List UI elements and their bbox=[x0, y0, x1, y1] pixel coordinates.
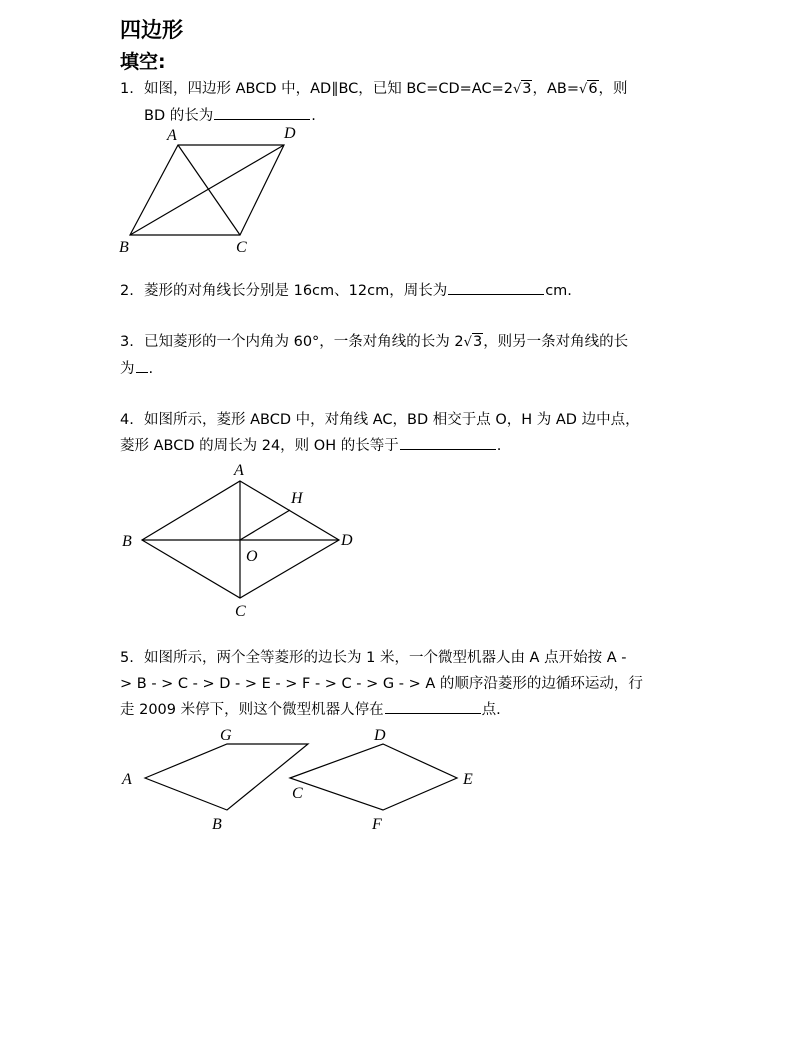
figure-1-trapezoid bbox=[118, 122, 298, 258]
diagonal-bd bbox=[130, 145, 284, 235]
label-f: F bbox=[372, 816, 382, 833]
question-3-text-b: ，则另一条对角线的长 bbox=[483, 334, 629, 350]
answer-blank[interactable] bbox=[400, 434, 496, 450]
question-1-line-2-text: BD 的长为 bbox=[144, 108, 214, 124]
question-number: 5. bbox=[120, 650, 134, 666]
label-g: G bbox=[220, 727, 232, 744]
sqrt-6: √6 bbox=[579, 81, 598, 97]
label-o: O bbox=[246, 548, 258, 565]
question-1-text-a: 如图，四边形 ABCD 中，AD∥BC，已知 BC=CD=AC=2 bbox=[144, 81, 513, 97]
question-number: 1. bbox=[120, 81, 134, 97]
question-5-tail: 点. bbox=[481, 702, 501, 718]
answer-blank[interactable] bbox=[448, 279, 544, 295]
rhombus-left bbox=[145, 744, 308, 810]
question-5-line-2: > B - > C - > D - > E - > F - > C - > G - > A 的顺序沿菱形的边循环运动，行 bbox=[120, 676, 643, 692]
radicand: 3 bbox=[472, 334, 483, 350]
label-b: B bbox=[212, 816, 222, 833]
question-number: 4. bbox=[120, 412, 134, 428]
label-a: A bbox=[167, 127, 177, 144]
label-c: C bbox=[235, 603, 246, 620]
question-5-line-3-text: 走 2009 米停下，则这个微型机器人停在 bbox=[120, 702, 384, 718]
question-2-text: 菱形的对角线长分别是 16cm、12cm，周长为 bbox=[144, 283, 448, 299]
question-3-line-1 bbox=[120, 329, 686, 356]
question-4-tail: . bbox=[496, 438, 502, 454]
question-3-tail: . bbox=[148, 361, 154, 377]
label-a: A bbox=[122, 771, 132, 788]
label-a: A bbox=[234, 462, 244, 479]
question-4-line-1 bbox=[120, 407, 686, 433]
section-heading: 填空: bbox=[120, 51, 166, 73]
label-d: D bbox=[284, 125, 296, 142]
question-3-text-a: 已知菱形的一个内角为 60°，一条对角线的长为 2 bbox=[144, 334, 464, 350]
answer-blank[interactable] bbox=[136, 357, 148, 373]
label-c: C bbox=[236, 239, 247, 256]
question-4-line-2 bbox=[120, 433, 686, 459]
rhombus-right bbox=[290, 744, 457, 810]
label-d: D bbox=[374, 727, 386, 744]
label-b: B bbox=[119, 239, 129, 256]
question-1-text-b: ，AB= bbox=[532, 81, 580, 97]
question-1-tail: . bbox=[311, 108, 316, 124]
figure-5-two-rhombuses bbox=[118, 720, 488, 840]
question-2 bbox=[120, 278, 686, 304]
label-h: H bbox=[291, 490, 303, 507]
question-number: 2. bbox=[120, 283, 134, 299]
question-2-tail: cm. bbox=[545, 283, 572, 299]
figure-4-rhombus bbox=[118, 460, 368, 620]
page-title: 四边形 bbox=[120, 18, 183, 42]
diagonal-ac bbox=[178, 145, 240, 235]
radicand: 3 bbox=[522, 81, 532, 97]
question-4-line-2-text: 菱形 ABCD 的周长为 24，则 OH 的长等于 bbox=[120, 438, 399, 454]
question-number: 3. bbox=[120, 334, 134, 350]
question-1-line-1 bbox=[120, 76, 686, 103]
question-5 bbox=[120, 645, 686, 723]
segment-oh bbox=[240, 510, 290, 540]
label-e: E bbox=[463, 771, 473, 788]
radicand: 6 bbox=[588, 81, 598, 97]
label-c: C bbox=[292, 785, 303, 802]
question-3-line-2-text: 为 bbox=[120, 361, 135, 377]
question-4-text: 如图所示，菱形 ABCD 中，对角线 AC，BD 相交于点 O，H 为 AD 边中点， bbox=[144, 412, 640, 428]
answer-blank[interactable] bbox=[214, 104, 310, 120]
label-d: D bbox=[341, 532, 353, 549]
question-5-line-1-text: 如图所示，两个全等菱形的边长为 1 米，一个微型机器人由 A 点开始按 A - bbox=[144, 650, 627, 666]
label-b: B bbox=[122, 533, 132, 550]
sqrt-3: √3 bbox=[463, 334, 483, 350]
question-5-line-1 bbox=[120, 645, 686, 671]
question-4 bbox=[120, 407, 686, 459]
answer-blank[interactable] bbox=[385, 698, 481, 714]
question-1-text-c: ，则 bbox=[598, 81, 628, 97]
sqrt-3: √3 bbox=[512, 81, 532, 97]
question-3 bbox=[120, 329, 686, 382]
question-3-line-2 bbox=[120, 356, 686, 382]
